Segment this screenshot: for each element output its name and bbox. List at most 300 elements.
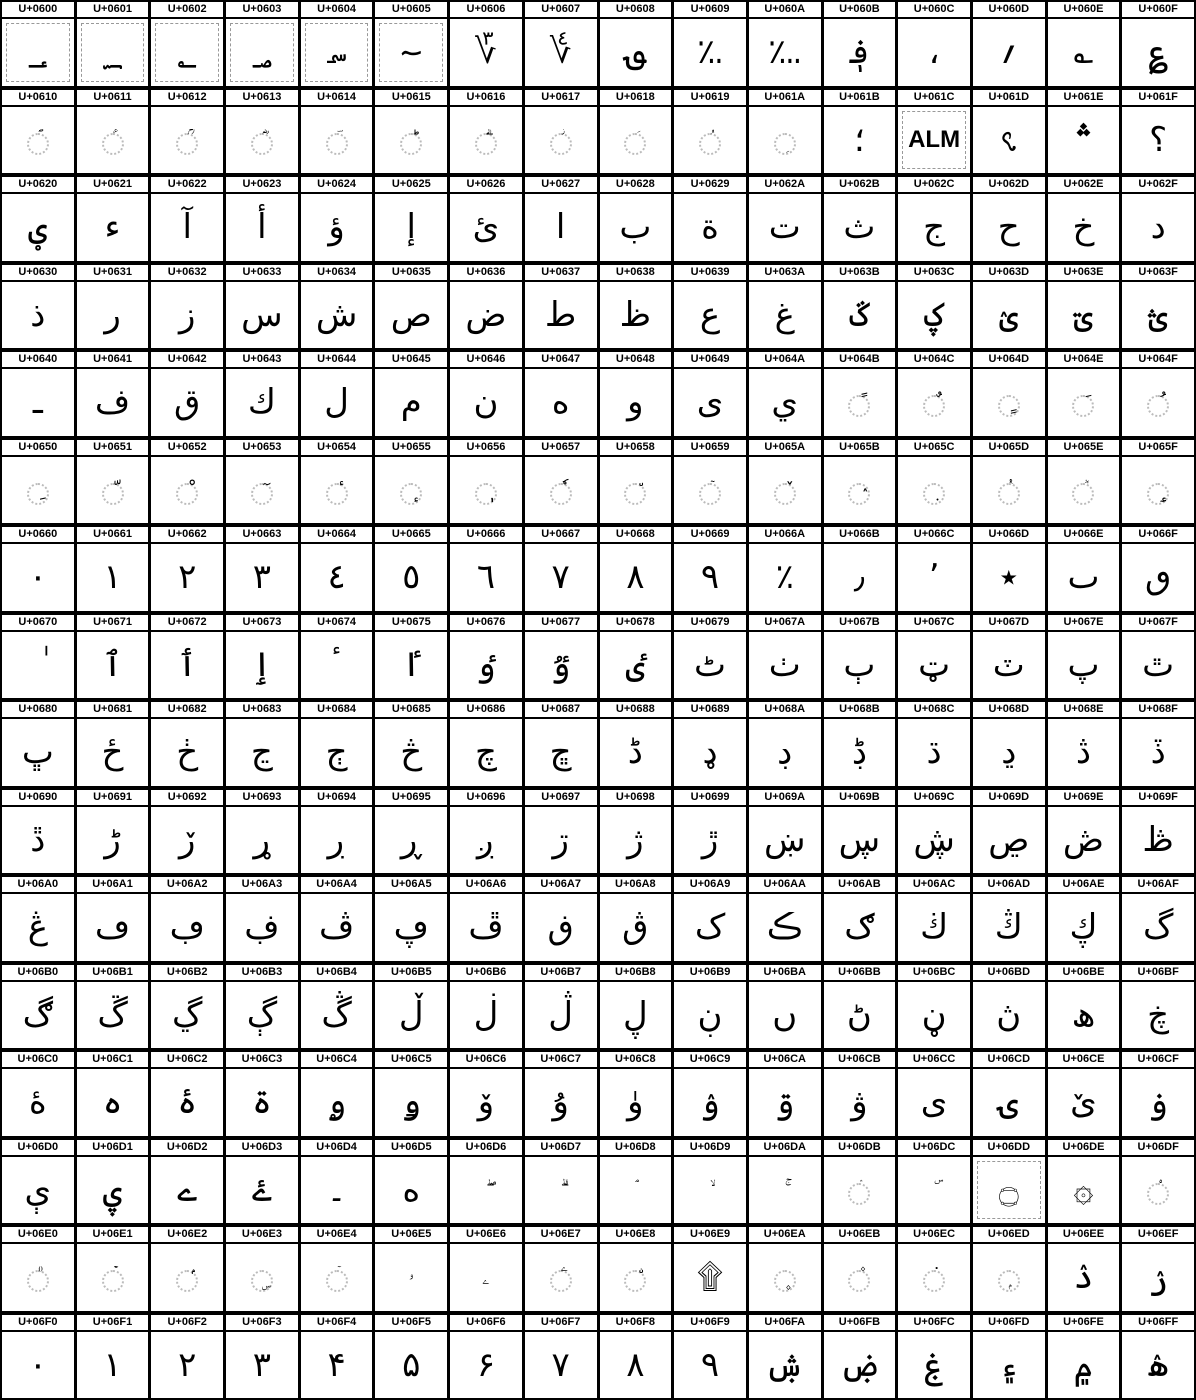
glyph-area	[450, 894, 522, 961]
glyph-area	[301, 282, 373, 349]
codepoint-label: U+062B	[824, 177, 896, 194]
codepoint-label: U+065A	[749, 440, 821, 457]
codepoint-label: U+0606	[450, 2, 522, 19]
glyph-cell	[898, 1140, 970, 1224]
glyph-area	[1048, 894, 1120, 961]
dotted-circle-icon	[102, 483, 124, 505]
glyph-area	[674, 369, 746, 436]
glyph-cell	[450, 352, 522, 436]
glyph-cell	[151, 1315, 223, 1399]
glyph-area	[2, 982, 74, 1049]
codepoint-label: U+0668	[600, 527, 672, 544]
glyph-cell	[898, 527, 970, 611]
glyph-char: ڈ	[627, 732, 643, 773]
glyph-char: ڳ	[246, 994, 278, 1035]
glyph-area	[375, 544, 447, 611]
codepoint-label: U+060E	[1048, 2, 1120, 19]
glyph-area	[898, 544, 970, 611]
glyph-area	[301, 894, 373, 961]
codepoint-label: U+0623	[226, 177, 298, 194]
glyph-char: ڬ	[920, 907, 949, 948]
codepoint-label: U+061F	[1122, 90, 1194, 107]
glyph-char: ښ	[763, 819, 806, 860]
glyph-area	[450, 107, 522, 174]
glyph-cell	[973, 790, 1045, 874]
glyph-char: ت	[768, 207, 801, 248]
codepoint-label: U+0663	[226, 527, 298, 544]
glyph-char: ڣ	[244, 907, 280, 948]
glyph-area	[525, 544, 597, 611]
glyph-area	[1122, 194, 1194, 261]
glyph-area	[375, 1069, 447, 1136]
glyph-area	[1122, 19, 1194, 86]
glyph-area	[375, 107, 447, 174]
glyph-cell	[1048, 965, 1120, 1049]
codepoint-label: U+06E0	[2, 1227, 74, 1244]
glyph-char: ں	[772, 994, 798, 1035]
glyph-area	[2, 457, 74, 524]
glyph-cell	[151, 527, 223, 611]
glyph-area	[375, 1332, 447, 1399]
glyph-cell	[1122, 440, 1194, 524]
codepoint-label: U+0682	[151, 702, 223, 719]
glyph-area	[600, 194, 672, 261]
codepoint-label: U+066B	[824, 527, 896, 544]
glyph-cell	[600, 1227, 672, 1311]
glyph-cell	[151, 615, 223, 699]
codepoint-label: U+0602	[151, 2, 223, 19]
glyph-cell	[824, 877, 896, 961]
glyph-cell	[824, 1227, 896, 1311]
codepoint-label: U+0649	[674, 352, 746, 369]
glyph-area	[226, 369, 298, 436]
dotted-circle-icon	[848, 1183, 870, 1205]
codepoint-label: U+0672	[151, 615, 223, 632]
glyph-area	[450, 1157, 522, 1224]
glyph-cell	[600, 527, 672, 611]
glyph-cell	[898, 1052, 970, 1136]
glyph-area	[77, 544, 149, 611]
glyph-char: ل	[324, 382, 349, 423]
glyph-char: ڊ	[777, 732, 793, 773]
glyph-cell	[973, 702, 1045, 786]
codepoint-label: U+0679	[674, 615, 746, 632]
codepoint-label: U+06AC	[898, 877, 970, 894]
glyph-char: ڜ	[913, 819, 955, 860]
codepoint-label: U+0691	[77, 790, 149, 807]
glyph-area	[824, 1244, 896, 1311]
glyph-char: ڧ	[547, 907, 574, 948]
codepoint-label: U+067A	[749, 615, 821, 632]
glyph-cell	[77, 90, 149, 174]
glyph-cell	[674, 177, 746, 261]
codepoint-label: U+062E	[1048, 177, 1120, 194]
codepoint-label: U+0637	[525, 265, 597, 282]
codepoint-label: U+06F3	[226, 1315, 298, 1332]
dotted-circle-icon	[998, 395, 1020, 417]
glyph-area	[1122, 1069, 1194, 1136]
codepoint-label: U+06FB	[824, 1315, 896, 1332]
glyph-area	[151, 1157, 223, 1224]
glyph-area	[1048, 982, 1120, 1049]
glyph-char: ڼ	[921, 994, 947, 1035]
glyph-area	[301, 19, 373, 86]
glyph-cell	[2, 352, 74, 436]
glyph-cell	[898, 177, 970, 261]
codepoint-label: U+069C	[898, 790, 970, 807]
dotted-circle-icon	[326, 483, 348, 505]
glyph-area	[749, 719, 821, 786]
glyph-area	[674, 1069, 746, 1136]
glyph-cell	[600, 790, 672, 874]
glyph-cell	[824, 352, 896, 436]
glyph-cell	[2, 90, 74, 174]
codepoint-label: U+06B7	[525, 965, 597, 982]
glyph-cell	[226, 1227, 298, 1311]
codepoint-label: U+0656	[450, 440, 522, 457]
glyph-cell	[375, 2, 447, 86]
glyph-area	[77, 807, 149, 874]
glyph-char: ؆	[475, 32, 497, 73]
glyph-cell	[749, 265, 821, 349]
codepoint-label: U+06C4	[301, 1052, 373, 1069]
glyph-char: ٷ	[550, 644, 571, 685]
glyph-char: ڪ	[766, 907, 803, 948]
glyph-char: ب	[619, 207, 652, 248]
glyph-area	[898, 1332, 970, 1399]
codepoint-label: U+064D	[973, 352, 1045, 369]
codepoint-label: U+0666	[450, 527, 522, 544]
glyph-area	[973, 1332, 1045, 1399]
codepoint-label: U+06BE	[1048, 965, 1120, 982]
glyph-area	[2, 894, 74, 961]
glyph-area	[749, 107, 821, 174]
glyph-cell	[226, 440, 298, 524]
glyph-cell	[1048, 1052, 1120, 1136]
glyph-cell	[151, 265, 223, 349]
glyph-char: څ	[400, 732, 423, 773]
codepoint-label: U+062F	[1122, 177, 1194, 194]
glyph-char: ږ	[476, 819, 495, 860]
codepoint-label: U+065D	[973, 440, 1045, 457]
codepoint-label: U+0634	[301, 265, 373, 282]
glyph-char: ڐ	[30, 819, 46, 860]
glyph-cell	[151, 702, 223, 786]
glyph-cell	[824, 965, 896, 1049]
glyph-char: ٹ	[694, 644, 727, 685]
glyph-char: ٯ	[1144, 557, 1172, 598]
codepoint-label: U+06E1	[77, 1227, 149, 1244]
glyph-area	[375, 1157, 447, 1224]
glyph-area	[151, 107, 223, 174]
codepoint-label: U+066C	[898, 527, 970, 544]
codepoint-label: U+06EA	[749, 1227, 821, 1244]
codepoint-label: U+06D6	[450, 1140, 522, 1157]
glyph-area	[898, 282, 970, 349]
dotted-circle-icon	[176, 1270, 198, 1292]
glyph-area	[674, 544, 746, 611]
codepoint-label: U+0661	[77, 527, 149, 544]
glyph-area	[375, 282, 447, 349]
glyph-cell	[674, 2, 746, 86]
codepoint-label: U+06F2	[151, 1315, 223, 1332]
codepoint-label: U+062A	[749, 177, 821, 194]
glyph-char: ڂ	[176, 732, 199, 773]
codepoint-label: U+06CB	[824, 1052, 896, 1069]
glyph-char: ؁	[102, 32, 123, 73]
glyph-cell	[674, 1052, 746, 1136]
glyph-area	[824, 1157, 896, 1224]
glyph-char: ھ	[1071, 994, 1096, 1035]
glyph-cell	[226, 1315, 298, 1399]
codepoint-label: U+062D	[973, 177, 1045, 194]
glyph-cell	[2, 1140, 74, 1224]
glyph-char: ۊ	[774, 1082, 795, 1123]
glyph-area	[973, 107, 1045, 174]
glyph-char: ړ	[253, 819, 271, 860]
glyph-char: ٳ	[251, 644, 272, 685]
codepoint-label: U+06E4	[301, 1227, 373, 1244]
glyph-cell	[973, 265, 1045, 349]
glyph-char: ؽ	[998, 294, 1019, 335]
glyph-area	[600, 1332, 672, 1399]
glyph-cell	[450, 877, 522, 961]
glyph-area	[525, 807, 597, 874]
dotted-circle-icon	[475, 483, 497, 505]
glyph-cell	[151, 877, 223, 961]
glyph-cell	[226, 1052, 298, 1136]
glyph-area	[301, 194, 373, 261]
glyph-area	[1122, 1157, 1194, 1224]
codepoint-label: U+0618	[600, 90, 672, 107]
glyph-cell	[1048, 177, 1120, 261]
glyph-area	[301, 807, 373, 874]
glyph-char: ۳	[252, 1344, 272, 1385]
glyph-char: ٥	[402, 557, 421, 598]
glyph-area	[824, 544, 896, 611]
glyph-cell	[151, 352, 223, 436]
glyph-char: ۃ	[251, 1082, 272, 1123]
dotted-circle-icon	[326, 1270, 348, 1292]
glyph-area	[1048, 457, 1120, 524]
glyph-char: ڸ	[622, 994, 648, 1035]
glyph-char: ۮ	[1073, 1257, 1094, 1298]
glyph-char: ٢	[178, 557, 197, 598]
glyph-char: ڦ	[468, 907, 504, 948]
glyph-char: ؛	[854, 119, 865, 160]
glyph-cell	[674, 440, 746, 524]
glyph-char: ض	[465, 294, 507, 335]
codepoint-label: U+0662	[151, 527, 223, 544]
glyph-cell	[674, 615, 746, 699]
codepoint-label: U+0619	[674, 90, 746, 107]
codepoint-label: U+06DD	[973, 1140, 1045, 1157]
glyph-area	[525, 369, 597, 436]
glyph-cell	[1048, 877, 1120, 961]
codepoint-label: U+0642	[151, 352, 223, 369]
codepoint-label: U+06DC	[898, 1140, 970, 1157]
glyph-cell	[2, 615, 74, 699]
glyph-cell	[151, 1140, 223, 1224]
glyph-char: ۔	[326, 1169, 347, 1210]
codepoint-label: U+063B	[824, 265, 896, 282]
dotted-circle-icon	[326, 133, 348, 155]
glyph-cell	[77, 877, 149, 961]
glyph-area	[450, 719, 522, 786]
glyph-char: ى	[696, 382, 724, 423]
codepoint-label: U+06C3	[226, 1052, 298, 1069]
glyph-char: ۵	[402, 1344, 421, 1385]
glyph-cell	[77, 702, 149, 786]
glyph-area	[77, 457, 149, 524]
glyph-char: إ	[406, 207, 416, 248]
glyph-cell	[301, 1140, 373, 1224]
codepoint-label: U+06AF	[1122, 877, 1194, 894]
glyph-char: ؄	[326, 32, 347, 73]
glyph-char: ؍	[998, 32, 1019, 73]
glyph-cell	[1048, 790, 1120, 874]
glyph-cell	[2, 1315, 74, 1399]
glyph-cell	[1122, 615, 1194, 699]
glyph-cell	[2, 440, 74, 524]
codepoint-label: U+0694	[301, 790, 373, 807]
glyph-area	[600, 894, 672, 961]
glyph-cell	[749, 352, 821, 436]
glyph-cell	[375, 702, 447, 786]
codepoint-label: U+06B9	[674, 965, 746, 982]
glyph-char: ۑ	[102, 1169, 123, 1210]
codepoint-label: U+06D4	[301, 1140, 373, 1157]
glyph-char: ؀	[27, 32, 48, 73]
glyph-area	[824, 1332, 896, 1399]
glyph-char: ن	[473, 382, 499, 423]
glyph-area	[301, 632, 373, 699]
glyph-area	[749, 807, 821, 874]
dotted-circle-icon	[624, 133, 646, 155]
glyph-area	[824, 282, 896, 349]
glyph-area	[898, 107, 970, 174]
glyph-char: ە	[402, 1169, 421, 1210]
glyph-cell	[525, 352, 597, 436]
glyph-cell	[973, 90, 1045, 174]
glyph-area	[226, 807, 298, 874]
codepoint-label: U+0651	[77, 440, 149, 457]
glyph-char: ؃	[251, 32, 272, 73]
glyph-area	[226, 894, 298, 961]
codepoint-label: U+0657	[525, 440, 597, 457]
glyph-char: ك	[247, 382, 276, 423]
glyph-char: ۩	[697, 1257, 723, 1298]
codepoint-label: U+06D5	[375, 1140, 447, 1157]
glyph-area	[525, 457, 597, 524]
codepoint-label: U+06EF	[1122, 1227, 1194, 1244]
codepoint-label: U+0692	[151, 790, 223, 807]
glyph-char: ALM	[908, 125, 961, 153]
glyph-cell	[375, 1052, 447, 1136]
glyph-area	[1122, 982, 1194, 1049]
codepoint-label: U+0653	[226, 440, 298, 457]
glyph-char: ڀ	[21, 732, 54, 773]
codepoint-label: U+06FF	[1122, 1315, 1194, 1332]
glyph-cell	[226, 527, 298, 611]
glyph-area	[674, 894, 746, 961]
glyph-area	[450, 632, 522, 699]
codepoint-label: U+064B	[824, 352, 896, 369]
glyph-area	[674, 457, 746, 524]
glyph-area	[375, 719, 447, 786]
dotted-circle-icon	[550, 483, 572, 505]
glyph-area	[1048, 544, 1120, 611]
glyph-char: غ	[774, 294, 795, 335]
codepoint-label: U+06BB	[824, 965, 896, 982]
glyph-cell	[450, 90, 522, 174]
glyph-cell	[600, 2, 672, 86]
glyph-char: آ	[182, 207, 192, 248]
glyph-char: ۉ	[700, 1082, 720, 1123]
codepoint-label: U+0627	[525, 177, 597, 194]
glyph-char: گ	[1142, 907, 1174, 948]
glyph-area	[674, 19, 746, 86]
glyph-char: ؤ	[328, 207, 345, 248]
glyph-cell	[824, 1140, 896, 1224]
glyph-area	[973, 1244, 1045, 1311]
glyph-area	[1122, 807, 1194, 874]
dotted-circle-icon	[251, 1270, 273, 1292]
dotted-circle-icon	[848, 483, 870, 505]
codepoint-label: U+06B6	[450, 965, 522, 982]
glyph-area	[600, 982, 672, 1049]
glyph-cell	[1048, 1227, 1120, 1311]
glyph-char: ۥ	[408, 1265, 414, 1290]
codepoint-label: U+0635	[375, 265, 447, 282]
glyph-char: ے	[177, 1169, 198, 1210]
glyph-char: ڷ	[548, 994, 573, 1035]
glyph-area	[226, 19, 298, 86]
glyph-area	[77, 369, 149, 436]
codepoint-label: U+0631	[77, 265, 149, 282]
codepoint-label: U+068F	[1122, 702, 1194, 719]
codepoint-label: U+06EB	[824, 1227, 896, 1244]
glyph-cell	[1122, 265, 1194, 349]
glyph-char: ٠	[28, 557, 47, 598]
codepoint-label: U+06BF	[1122, 965, 1194, 982]
glyph-cell	[600, 965, 672, 1049]
glyph-char: ڑ	[104, 819, 121, 860]
codepoint-label: U+06E6	[450, 1227, 522, 1244]
codepoint-label: U+0617	[525, 90, 597, 107]
glyph-char: ۀ	[28, 1082, 47, 1123]
glyph-cell	[450, 790, 522, 874]
glyph-area	[749, 544, 821, 611]
glyph-area	[600, 282, 672, 349]
glyph-cell	[749, 2, 821, 86]
codepoint-label: U+0678	[600, 615, 672, 632]
glyph-cell	[1048, 90, 1120, 174]
codepoint-label: U+06C8	[600, 1052, 672, 1069]
glyph-char: ؝	[1000, 119, 1017, 160]
glyph-cell	[450, 265, 522, 349]
glyph-cell	[749, 527, 821, 611]
glyph-area	[898, 194, 970, 261]
glyph-char: و	[627, 382, 644, 423]
codepoint-label: U+06F7	[525, 1315, 597, 1332]
glyph-char: ق	[174, 382, 201, 423]
glyph-char: ۝	[998, 1169, 1019, 1210]
glyph-area	[375, 632, 447, 699]
glyph-char: ؾ	[1073, 294, 1094, 335]
glyph-area	[674, 982, 746, 1049]
glyph-area	[600, 1157, 672, 1224]
